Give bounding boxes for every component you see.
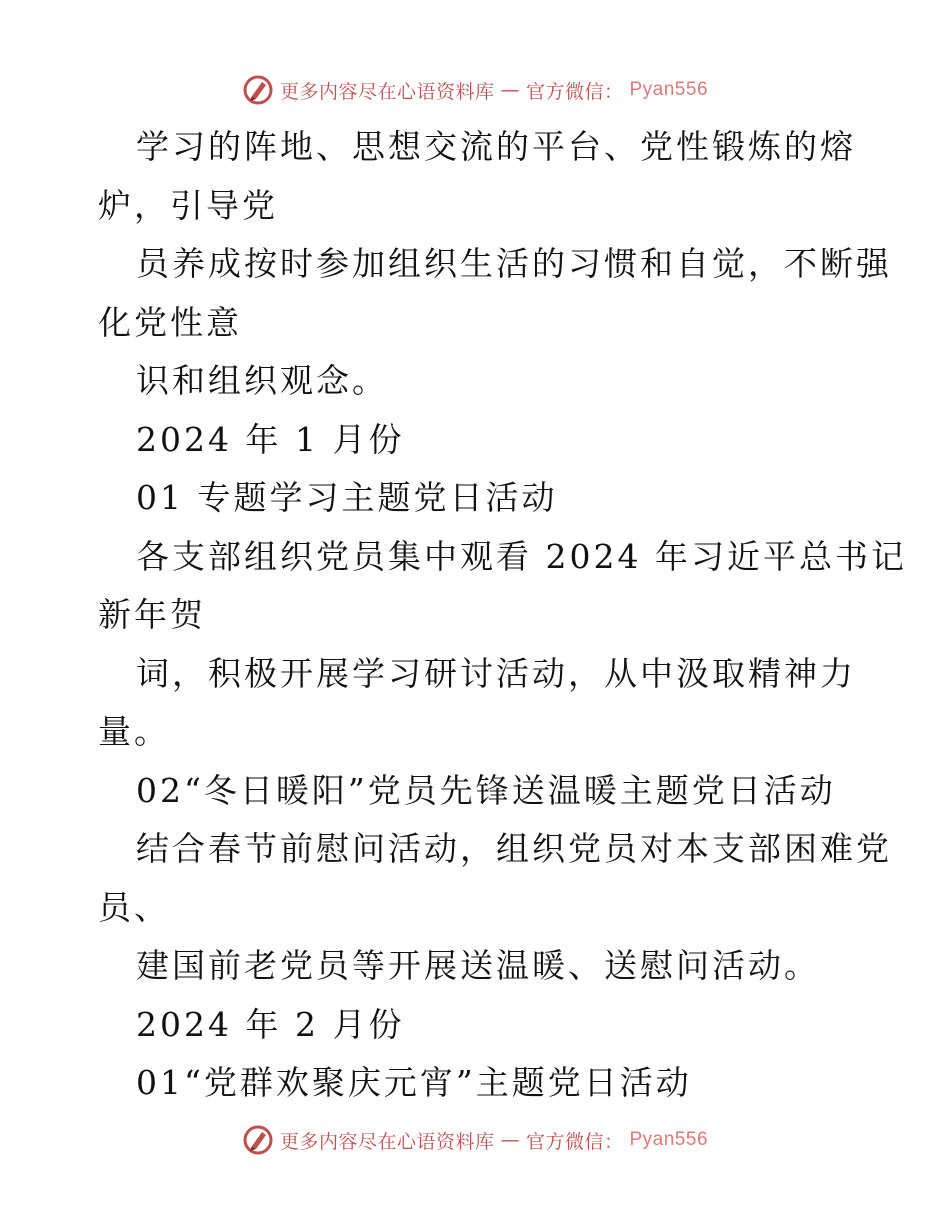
section-heading-month: 2024 年 2 月份 [136, 1004, 405, 1044]
footer-banner-text: 更多内容尽在心语资料库 [279, 1130, 495, 1153]
activity-heading: 02“冬日暖阳”党员先锋送温暖主题党日活动 [136, 770, 836, 810]
pen-circle-logo-icon [242, 1124, 274, 1156]
body-line: 员、 [98, 887, 170, 927]
body-line: 化党性意 [98, 302, 242, 342]
footer-banner [0, 1120, 950, 1160]
header-banner [0, 70, 950, 110]
footer-wechat-label: 官方微信： [525, 1130, 624, 1153]
body-line: 员养成按时参加组织生活的习惯和自觉，不断强 [136, 244, 892, 283]
activity-heading: 01“党群欢聚庆元宵”主题党日活动 [136, 1063, 692, 1102]
header-banner-dash: — [500, 79, 520, 101]
header-wechat-id: Pyan556 [629, 79, 709, 100]
activity-heading: 01 专题学习主题党日活动 [136, 478, 558, 517]
header-wechat-label: 官方微信： [525, 80, 624, 103]
body-line: 结合春节前慰问活动，组织党员对本支部困难党 [136, 829, 892, 868]
body-line: 各支部组织党员集中观看 2024 年习近平总书记 [136, 536, 907, 576]
header-banner-text: 更多内容尽在心语资料库 [279, 80, 495, 103]
pen-circle-logo-icon [242, 74, 274, 106]
section-heading-month: 2024 年 1 月份 [136, 419, 405, 459]
body-line: 建国前老党员等开展送温暖、送慰问活动。 [136, 946, 820, 985]
body-line: 新年贺 [98, 595, 206, 634]
body-line: 炉，引导党 [98, 185, 278, 225]
footer-wechat-id: Pyan556 [629, 1129, 709, 1150]
footer-banner-dash: — [500, 1129, 520, 1151]
document-body [98, 118, 907, 1113]
body-line: 识和组织观念。 [136, 361, 388, 400]
body-line: 学习的阵地、思想交流的平台、党性锻炼的熔 [136, 127, 856, 166]
body-line: 词，积极开展学习研讨活动，从中汲取精神力 [136, 653, 856, 693]
body-line: 量。 [98, 712, 170, 751]
